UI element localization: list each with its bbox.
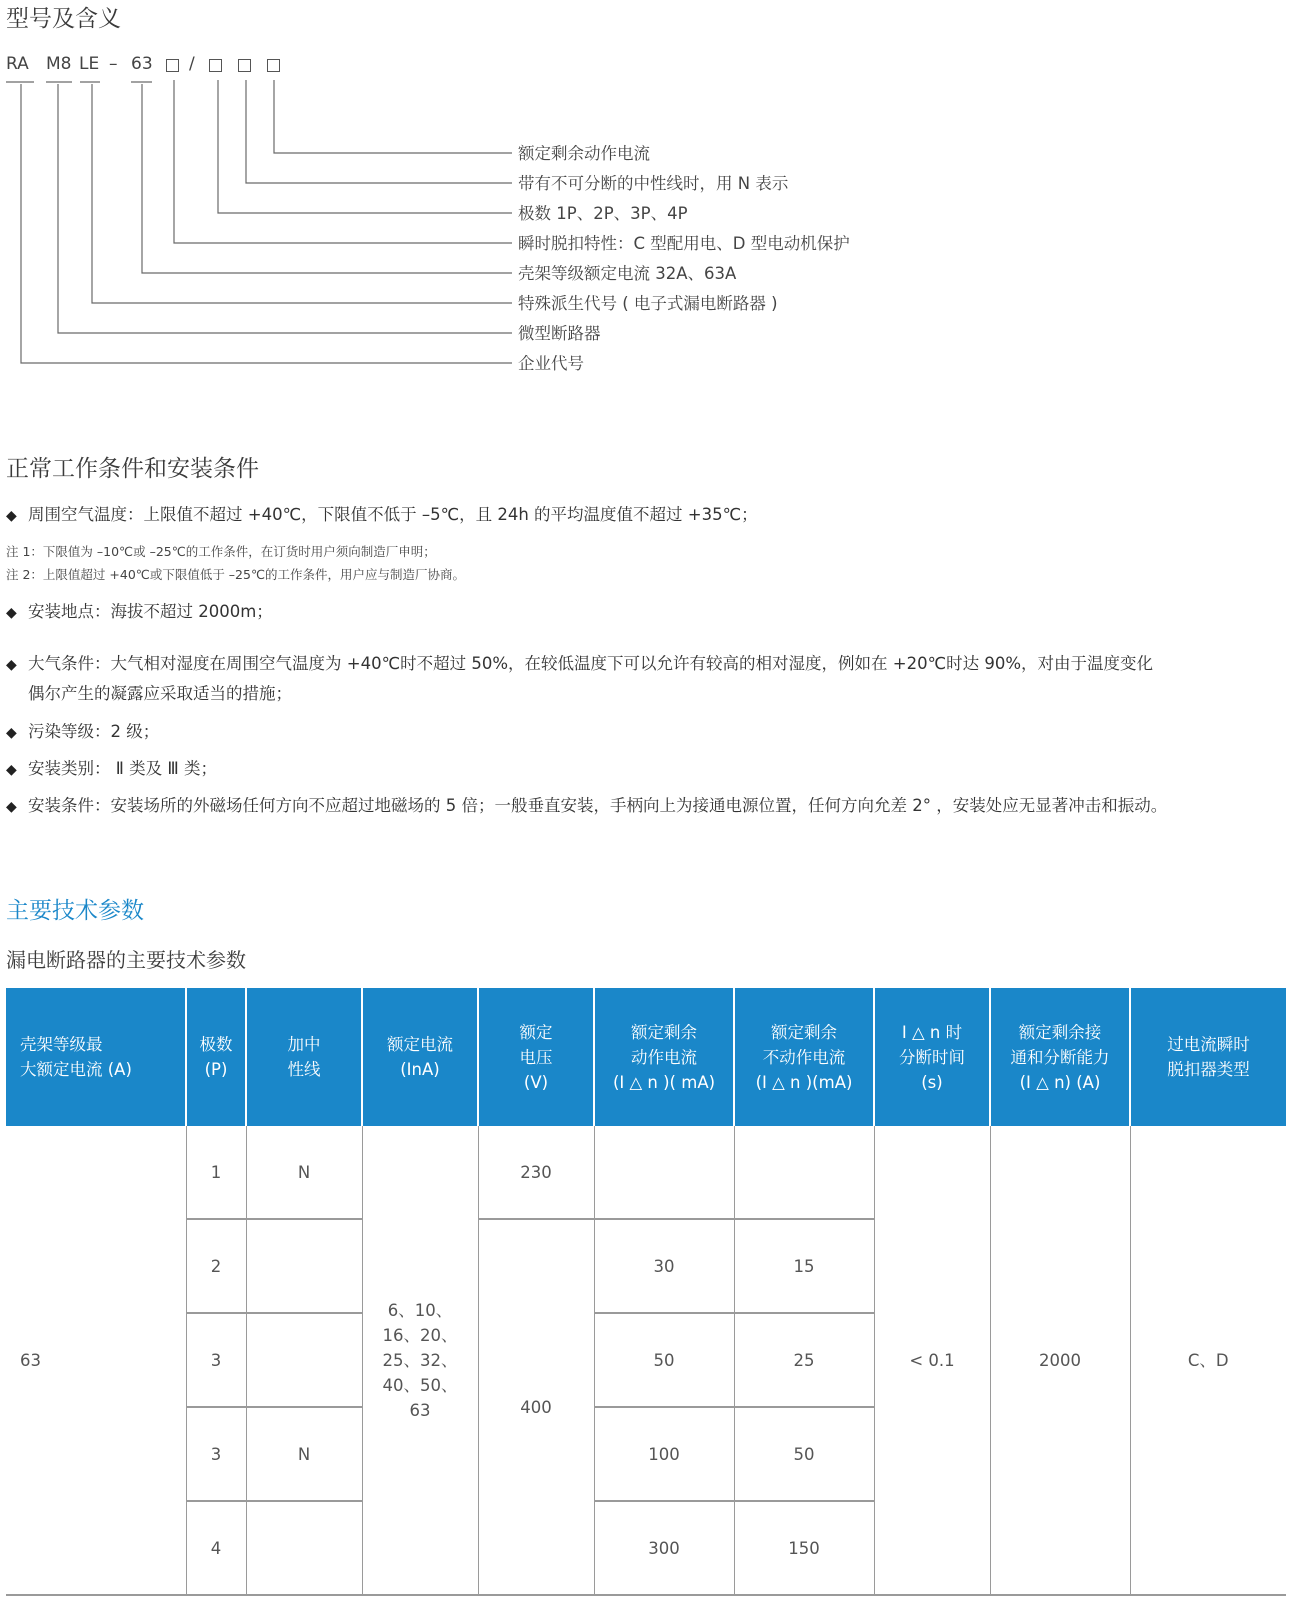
- header-rated-voltage: 额定 电压 (V): [478, 988, 594, 1126]
- cell-poles: 3: [186, 1313, 246, 1407]
- bullet-diamond-icon: ◆: [6, 657, 17, 673]
- cell-poles: 4: [186, 1501, 246, 1595]
- cell-capacity: 2000: [990, 1126, 1130, 1595]
- cell-break-time: < 0.1: [874, 1126, 990, 1595]
- cell-non-operating-current: 25: [734, 1313, 874, 1407]
- condition-note-2: 注 2：上限值超过 +40℃或下限值低于 –25℃的工作条件，用户应与制造厂协商。: [6, 567, 465, 582]
- code-miniature: M8: [46, 54, 72, 74]
- meaning-residual-current: 额定剩余动作电流: [518, 144, 650, 163]
- cell-poles: 2: [186, 1219, 246, 1313]
- cell-operating-current: 30: [594, 1219, 734, 1313]
- model-section-title: 型号及含义: [6, 6, 121, 32]
- cell-neutral: [246, 1219, 362, 1313]
- header-trip-type: 过电流瞬时 脱扣器类型: [1130, 988, 1286, 1126]
- header-neutral: 加中 性线: [246, 988, 362, 1126]
- cell-neutral: [246, 1313, 362, 1407]
- code-derivative: LE: [79, 54, 100, 74]
- cell-neutral: [246, 1501, 362, 1595]
- code-slash: /: [189, 54, 195, 74]
- meaning-enterprise-code: 企业代号: [518, 354, 584, 373]
- meaning-neutral: 带有不可分断的中性线时，用 N 表示: [518, 174, 789, 193]
- condition-installation-category: ◆ 安装类别： Ⅱ 类及 Ⅲ 类；: [6, 754, 217, 785]
- cell-operating-current: [594, 1126, 734, 1219]
- meaning-poles: 极数 1P、2P、3P、4P: [518, 204, 688, 223]
- cell-trip-type: C、D: [1130, 1126, 1286, 1595]
- cell-rated-current: 6、10、 16、20、 25、32、 40、50、 63: [362, 1126, 478, 1595]
- condition-atmosphere-continued: 偶尔产生的凝露应采取适当的措施；: [28, 684, 292, 703]
- condition-note-1: 注 1：下限值为 –10℃或 –25℃的工作条件，在订货时用户须向制造厂申明；: [6, 544, 436, 559]
- cell-neutral: N: [246, 1126, 362, 1219]
- header-frame-current: 壳架等级最 大额定电流 (A): [6, 988, 186, 1126]
- header-making-breaking-capacity: 额定剩余接 通和分断能力 (I △ n) (A): [990, 988, 1130, 1126]
- bullet-diamond-icon: ◆: [6, 508, 17, 524]
- header-operating-current: 额定剩余 动作电流 (I △ n )( mA): [594, 988, 734, 1126]
- meaning-trip-characteristic: 瞬时脱扣特性：C 型配用电、D 型电动机保护: [518, 234, 850, 253]
- condition-altitude: ◆ 安装地点：海拔不超过 2000m；: [6, 597, 273, 628]
- meaning-miniature-breaker: 微型断路器: [518, 324, 601, 343]
- cell-poles: 3: [186, 1407, 246, 1501]
- cell-operating-current: 50: [594, 1313, 734, 1407]
- bullet-diamond-icon: ◆: [6, 605, 17, 621]
- condition-installation-requirements: ◆ 安装条件：安装场所的外磁场任何方向不应超过地磁场的 5 倍；一般垂直安装，手柄向上为接通电源位置，任何方向允差 2° ，安装处应无显著冲击和振动。: [6, 791, 1167, 822]
- cell-non-operating-current: 50: [734, 1407, 874, 1501]
- meaning-derivative-code: 特殊派生代号 ( 电子式漏电断路器 ): [518, 294, 778, 313]
- code-dash: –: [109, 54, 118, 74]
- header-non-operating-current: 额定剩余 不动作电流 (I △ n )(mA): [734, 988, 874, 1126]
- cell-operating-current: 100: [594, 1407, 734, 1501]
- header-rated-current: 额定电流 (InA): [362, 988, 478, 1126]
- tech-spec-table: [6, 988, 1286, 1596]
- condition-ambient-temperature: ◆ 周围空气温度：上限值不超过 +40℃，下限值不低于 –5℃，且 24h 的平均温度值不超过 +35℃；: [6, 500, 758, 531]
- tech-section-title: 主要技术参数: [6, 898, 144, 924]
- cell-voltage-400: 400: [478, 1219, 594, 1595]
- cell-neutral: N: [246, 1407, 362, 1501]
- bullet-diamond-icon: ◆: [6, 799, 17, 815]
- code-enterprise: RA: [6, 54, 29, 74]
- header-poles: 极数 (P): [186, 988, 246, 1126]
- table-row: [6, 1126, 1286, 1219]
- cell-poles: 1: [186, 1126, 246, 1219]
- cell-frame-current: 63: [6, 1126, 186, 1595]
- cell-voltage-230: 230: [478, 1126, 594, 1219]
- tech-table-subtitle: 漏电断路器的主要技术参数: [6, 948, 246, 972]
- condition-atmosphere: ◆ 大气条件：大气相对湿度在周围空气温度为 +40℃时不超过 50%，在较低温度下可以允许有较高的相对湿度，例如在 +20℃时达 90%，对由于温度变化: [6, 649, 1153, 680]
- code-frame-current: 63: [131, 54, 153, 74]
- cell-operating-current: 300: [594, 1501, 734, 1595]
- cell-non-operating-current: [734, 1126, 874, 1219]
- cell-non-operating-current: 150: [734, 1501, 874, 1595]
- bullet-diamond-icon: ◆: [6, 762, 17, 778]
- conditions-section-title: 正常工作条件和安装条件: [6, 456, 259, 482]
- header-break-time: I △ n 时 分断时间 (s): [874, 988, 990, 1126]
- condition-pollution-degree: ◆ 污染等级：2 级；: [6, 717, 159, 748]
- meaning-frame-current: 壳架等级额定电流 32A、63A: [518, 264, 737, 283]
- bullet-diamond-icon: ◆: [6, 725, 17, 741]
- table-header-row: [6, 988, 1286, 1126]
- cell-non-operating-current: 15: [734, 1219, 874, 1313]
